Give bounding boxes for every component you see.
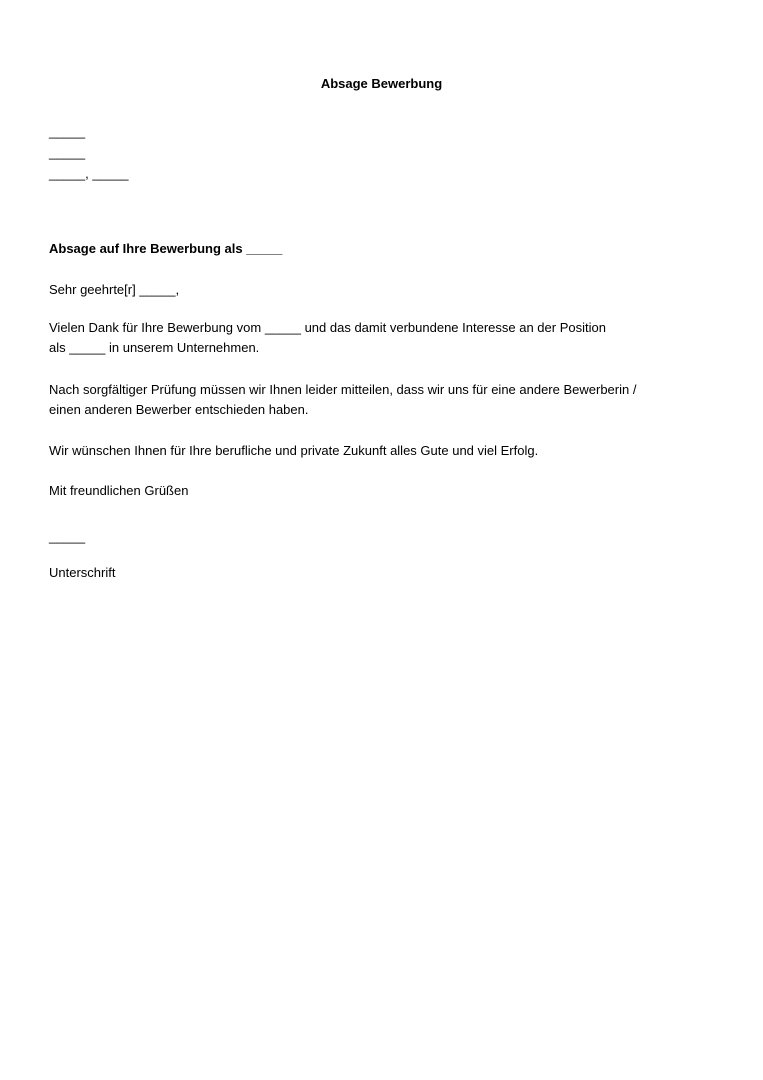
address-line-1: _____ [49,124,86,139]
paragraph-decision-line-2: einen anderen Bewerber entschieden haben. [49,402,309,417]
paragraph-thanks [49,318,709,358]
salutation: Sehr geehrte[r] _____, [49,282,180,297]
subject-line: Absage auf Ihre Bewerbung als _____ [49,241,283,256]
closing: Mit freundlichen Grüßen [49,483,189,498]
address-line-2: _____ [49,145,86,160]
address-line-3: _____, _____ [49,166,129,181]
paragraph-thanks-line-1: Vielen Dank für Ihre Bewerbung vom _____ und das damit verbundene Interesse an der Position [49,320,606,335]
paragraph-thanks-line-2: als _____ in unserem Unternehmen. [49,340,260,355]
paragraph-wishes: Wir wünschen Ihnen für Ihre berufliche und private Zukunft alles Gute und viel Erfolg. [49,443,539,458]
paragraph-decision-line-1: Nach sorgfältiger Prüfung müssen wir Ihnen leider mitteilen, dass wir uns für eine andere Bewerberin / [49,382,637,397]
signature-line: _____ [49,529,86,544]
paragraph-decision [49,380,709,420]
document-title: Absage Bewerbung [320,76,443,91]
signature-label: Unterschrift [49,565,116,580]
